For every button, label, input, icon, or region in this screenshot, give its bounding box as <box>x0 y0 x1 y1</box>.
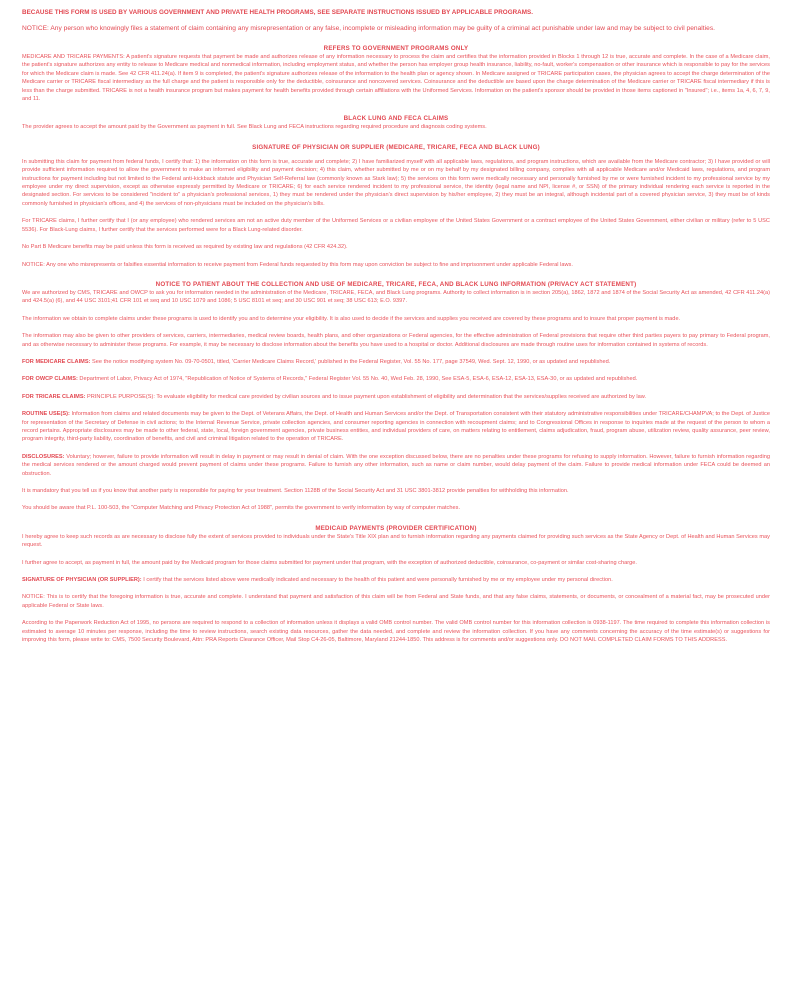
tricare-claims-paragraph <box>22 393 770 401</box>
tricare-claims-text: PRINCIPLE PURPOSE(S): To evaluate eligibility for medical care provided by civilian sources and to issue payment upon establishment of eligibility and determination that the services/supplies received are authorized by law. <box>87 393 647 400</box>
signature-paragraph: For TRICARE claims, I further certify that I (or any employee) who rendered services am not an active duty member of the Uniformed Services or a civilian employee of the United States Government or a contract employee of the United States Government, either civilian or military (refer to 5 USC 5536). For Black-Lung claims, I further certify that the services performed were for a Black Lung-related disorder. <box>22 218 770 233</box>
black-lung-heading: BLACK LUNG AND FECA CLAIMS <box>343 115 449 123</box>
privacy-paragraph: The information we obtain to complete claims under these programs is used to identify you and to determine your eligibility. It is also used to decide if the services and supplies you received are covered by these programs and to insure that proper payment is made. <box>22 315 681 322</box>
signature-paragraph: No Part B Medicare benefits may be paid unless this form is received as required by existing law and regulations (42 CFR 424.32). <box>22 244 348 251</box>
privacy-paragraph: We are authorized by CMS, TRICARE and OWCP to ask you for information needed in the administration of the Medicare, TRICARE, FECA, and Black Lung programs. Authority to collect information is in section 205(a), 1862, 1872 and 1874 of the Social Security Act as amended, 42 CFR 411.24(a) and 424.5(a) (6), and 44 USC 3101;41 CFR 101 et seq and 10 USC 1079 and 1086; 5 USC 8101 et seq; and 30 USC 901 et seq; 38 USC 613; E.O. 9397. <box>22 289 770 305</box>
signature-paragraph: In submitting this claim for payment from federal funds, I certify that: 1) the information on this form is true, accurate and complete; 2) I have familiarized myself with all applicable laws, regulations, and program instructions, which are available from the Medicare contractor; 3) I have provided or will provide sufficient information required to allow the government to make an informed eligibility and payment decision; 4) this claim, whether submitted by me or on my behalf by my designated billing company, complies with all applicable Medicare and/or Medicaid laws, regulations, and program instructions for payment including but not limited to the Federal anti-kickback statute and Physician Self-Referral law (commonly known as Stark law); 5) the services on this form were medically necessary and personally furnished by me or were furnished incident to my professional service by my employee under my direct supervision, except as otherwise expressly permitted by Medicare or TRICARE; 6) for each service rendered incident to my professional service, the identity (legal name and NPI, license #, or SSN) of the primary individual rendering each service is reported in the designated section. For services to be considered "incident to" a physician's professional services, 1) they must be rendered under the physician's direct supervision by his/her employee, 2) they must be an integral, although incidental part of a covered physician service, 3) they must be of kinds commonly furnished in physician's offices, and 4) the services of non-physicians must be included on the physician's bills. <box>22 158 770 207</box>
government-programs-heading: REFERS TO GOVERNMENT PROGRAMS ONLY <box>323 45 469 52</box>
disclosures-paragraph <box>22 453 770 478</box>
routine-uses-paragraph <box>22 410 770 444</box>
medicaid-paragraph: I further agree to accept, as payment in full, the amount paid by the Medicaid program for those claims submitted for payment under that program, with the exception of authorized deductible, coinsurance, co-payment or similar cost-sharing charge. <box>22 559 637 566</box>
form-back-page <box>22 6 770 644</box>
medicare-claims-label: FOR MEDICARE CLAIMS: <box>22 358 91 365</box>
paperwork-reduction-paragraph: According to the Paperwork Reduction Act of 1995, no persons are required to respond to a collection of information unless it displays a valid OMB control number. The valid OMB control number for this information collection is 0938-1197. The time required to complete this information collection is estimated to average 10 minutes per response, including the time to review instructions, search existing data resources, gather the data needed, and complete and review the information collection. If you have any comments concerning the accuracy of the time estimate(s) or suggestions for improving this form, please write to: CMS, 7500 Security Boulevard, Attn: PRA Reports Clearance Officer, Mail Stop C4-26-05, Baltimore, Maryland 21244-1850. This address is for comments and/or suggestions only. DO NOT MAIL COMPLETED CLAIM FORMS TO THIS ADDRESS. <box>22 620 770 644</box>
medicaid-heading: MEDICAID PAYMENTS (PROVIDER CERTIFICATION) <box>315 524 477 532</box>
owcp-claims-label: FOR OWCP CLAIMS: <box>22 376 78 383</box>
physician-signature-label: SIGNATURE OF PHYSICIAN (OR SUPPLIER): <box>22 577 142 584</box>
fraud-notice: NOTICE: Any person who knowingly files a statement of claim containing any misrepresentation or any false, incomplete or misleading information may be guilty of a criminal act punishable under law and may be subject to civil penalties. <box>22 25 715 32</box>
intro-banner: BECAUSE THIS FORM IS USED BY VARIOUS GOVERNMENT AND PRIVATE HEALTH PROGRAMS, SEE SEPARATE INSTRUCTIONS ISSUED BY APPLICABLE PROGRAMS. <box>22 9 534 16</box>
computer-matching-paragraph: You should be aware that P.L. 100-503, the "Computer Matching and Privacy Protection Act of 1988", permits the government to verify information by way of computer matches. <box>22 505 461 512</box>
routine-uses-text: Information from claims and related documents may be given to the Dept. of Veterans Affairs, the Dept. of Health and Human Services and/or the Dept. of Transportation consistent with their statutory administrative responsibilities under TRICARE/CHAMPVA; to the Dept. of Justice for representation of the Secretary of Defense in civil actions; to the Internal Revenue Service, private collection agencies, and consumer reporting agencies in connection with recoupment claims; and to Congressional Offices in response to inquiries made at the request of the person to whom a record pertains. Appropriate disclosures may be made to other federal, state, local, foreign government agencies, private business entities, and individual providers of care, on matters relating to entitlement, claims adjudication, fraud, program abuse, utilization review, quality assurance, peer review, program integrity, third-party liability, coordination of benefits, and civil and criminal litigation related to the operation of TRICARE. <box>22 411 771 443</box>
privacy-act-heading: NOTICE TO PATIENT ABOUT THE COLLECTION AND USE OF MEDICARE, TRICARE, FECA, AND BLACK LUNG INFORMATION (PRIVACY ACT STATEMENT) <box>155 280 637 288</box>
mandatory-disclosure-paragraph: It is mandatory that you tell us if you know that another party is responsible for paying for your treatment. Section 1128B of the Social Security Act and 31 USC 3801-3812 provide penalties for withholding this information. <box>22 488 569 494</box>
medicare-claims-text: See the notice modifying system No. 09-70-0501, titled, 'Carrier Medicare Claims Record,' published in the Federal Register, Vol. 55 No. 177, page 37549, Wed. Sept. 12, 1990, or as updated and republished. <box>92 358 611 365</box>
tricare-claims-label: FOR TRICARE CLAIMS: <box>22 393 86 400</box>
government-programs-body: MEDICARE AND TRICARE PAYMENTS: A patient's signature requests that payment be made and authorizes release of any information necessary to process the claim and certifies that the information provided in Blocks 1 through 12 is true, accurate and complete. In the case of a Medicare claim, the patient's signature authorizes any entity to release to Medicare medical and nonmedical information, including employment status, and whether the person has employer group health insurance, liability, no-fault, worker's compensation or other insurance which is responsible to pay for the services for which the Medicare claim is made. See 42 CFR 411.24(a). If item 9 is completed, the patient's signature authorizes release of the information to the health plan or agency shown. In Medicare assigned or TRICARE participation cases, the physician agrees to accept the charge determination of the Medicare carrier or TRICARE fiscal intermediary as the full charge and the patient is responsible only for the deductible, coinsurance and noncovered services. Coinsurance and the deductible are based upon the charge determination of the Medicare carrier or TRICARE fiscal intermediary if this is less than the charge submitted. TRICARE is not a health insurance program but makes payment for health benefits provided through certain affiliations with the Uniformed Services. Information on the patient's sponsor should be provided in those items captioned in "Insured"; i.e., items 1a, 4, 6, 7, 9, and 11. <box>22 54 770 103</box>
physician-signature-text: I certify that the services listed above were medically indicated and necessary to the health of this patient and were personally furnished by me or my employee under my personal direction. <box>143 577 613 584</box>
medicaid-notice: NOTICE: This is to certify that the foregoing information is true, accurate and complete. I understand that payment and satisfaction of this claim will be from Federal and State funds, and that any false claims, statements, or documents, or concealment of a material fact, may be prosecuted under applicable Federal or State laws. <box>22 594 770 609</box>
signature-paragraph: NOTICE: Any one who misrepresents or falsifies essential information to receive payment from Federal funds requested by this form may upon conviction be subject to fine and imprisonment under applicable Federal laws. <box>22 261 573 268</box>
disclosures-text: Voluntary; however, failure to provide information will result in delay in payment or may result in denial of claim. With the one exception discussed below, there are no penalties under these programs for refusing to supply information. However, failure to furnish information regarding the medical services rendered or the amount charged would prevent payment of claims under these programs. Failure to furnish any other information, such as name or claim number, would delay payment of the claim. Failure to provide medical information under FECA could be deemed an obstruction. <box>22 453 770 477</box>
routine-uses-label: ROUTINE USE(S): <box>22 411 70 418</box>
black-lung-body: The provider agrees to accept the amount paid by the Government as payment in full. See Black Lung and FECA instructions regarding required procedure and diagnosis coding systems. <box>22 124 487 131</box>
medicare-claims-paragraph <box>22 358 770 366</box>
owcp-claims-paragraph <box>22 375 770 383</box>
medicaid-paragraph: I hereby agree to keep such records as are necessary to disclose fully the extent of services provided to individuals under the State's Title XIX plan and to furnish information regarding any payments claimed for providing such services as the State Agency or Dept. of Health and Human Services may request. <box>22 533 770 549</box>
disclosures-label: DISCLOSURES: <box>22 453 65 460</box>
owcp-claims-text: Department of Labor, Privacy Act of 1974, "Republication of Notice of Systems of Records," Federal Register Vol. 55 No. 40, Wed Feb. 28, 1990, See ESA-5, ESA-6, ESA-12, ESA-13, ESA-30, or as updated and republished. <box>79 376 638 383</box>
physician-signature-paragraph <box>22 576 770 584</box>
signature-heading: SIGNATURE OF PHYSICIAN OR SUPPLIER (MEDICARE, TRICARE, FECA AND BLACK LUNG) <box>252 143 540 151</box>
privacy-paragraph: The information may also be given to other providers of services, carriers, intermediaries, medical review boards, health plans, and other organizations or Federal agencies, for the effective administration of Federal provisions that require other third parties payers to pay primary to Federal program, and as otherwise necessary to administer these programs. For example, it may be necessary to disclose information about the benefits you have used to a hospital or doctor. Additional disclosures are made through routine uses for information contained in systems of records. <box>22 333 770 348</box>
